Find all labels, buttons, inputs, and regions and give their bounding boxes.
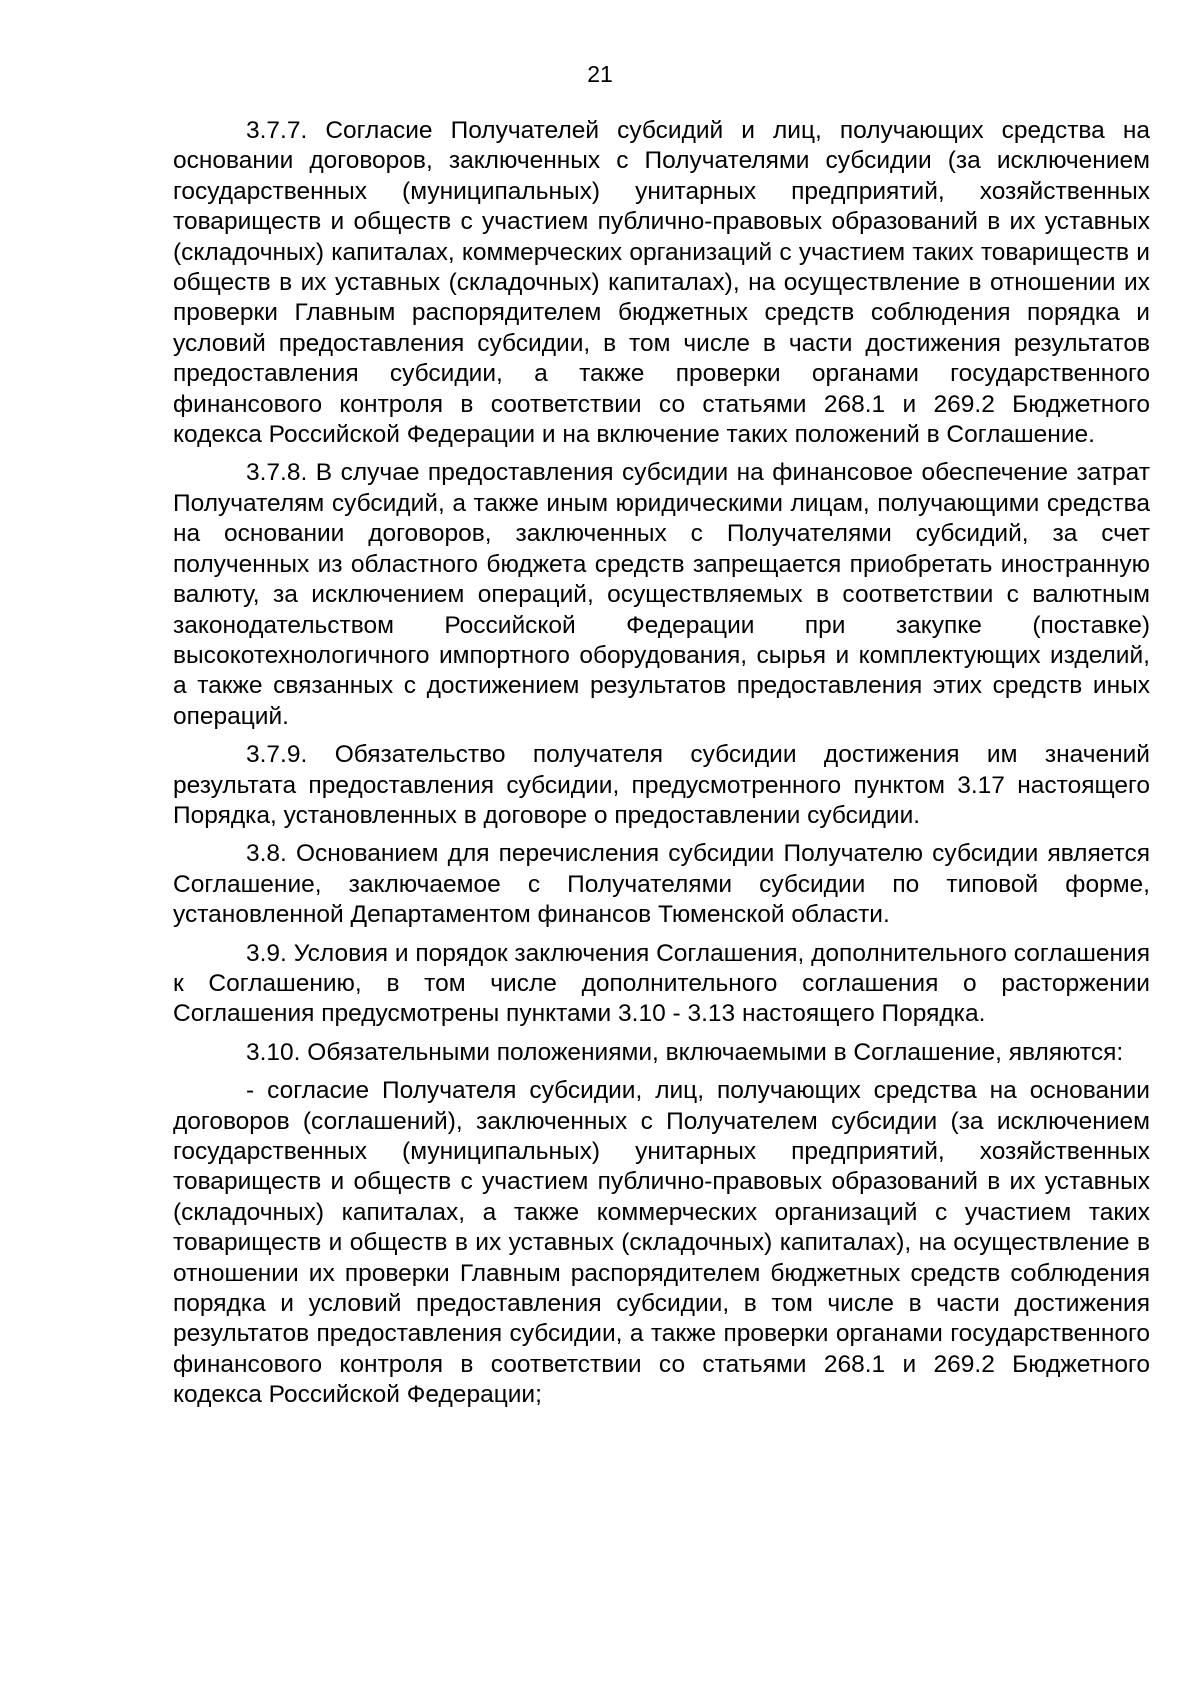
paragraph-3-7-9: 3.7.9. Обязательство получателя субсидии достижения им значений результата предоставления субсидии, предусмотренного пунктом 3.17 настоящего Порядка, установленных в договоре о предоставлении субсидии.	[173, 741, 1150, 829]
document-body	[173, 116, 1150, 1419]
paragraph-3-10: 3.10. Обязательными положениями, включаемыми в Соглашение, являются:	[246, 1038, 1124, 1066]
paragraph-3-8: 3.8. Основанием для перечисления субсидии Получателю субсидии является Соглашение, заключаемое с Получателями субсидии по типовой форме, установленной Департаментом финансов Тюменской области.	[173, 840, 1150, 929]
paragraph-consent-item: - согласие Получателя субсидии, лиц, получающих средства на основании договоров (соглашений), заключенных с Получателем субсидии (за исключением государственных (муниципальных) унитарных предприятий, хозяйственных товариществ и обществ с участием публично-правовых образований в их уставных (складочных) капиталах, а также коммерческих организаций с участием таких товариществ и обществ в их уставных (складочных) капиталах), на осуществление в отношении их проверки Главным распорядителем бюджетных средств соблюдения порядка и условий предоставления субсидии, в том числе в части достижения результатов предоставления субсидии, а также проверки органами государственного финансового контроля в соответствии со статьями 268.1 и 269.2 Бюджетного кодекса Российской Федерации;	[173, 1077, 1150, 1409]
paragraph-3-7-7: 3.7.7. Согласие Получателей субсидий и лиц, получающих средства на основании договоров, заключенных с Получателями субсидии (за исключением государственных (муниципальных) унитарных предприятий, хозяйственных товариществ и обществ с участием публично-правовых образований в их уставных (складочных) капиталах, коммерческих организаций с участием таких товариществ и обществ в их уставных (складочных) капиталах), на осуществление в отношении их проверки Главным распорядителем бюджетных средств соблюдения порядка и условий предоставления субсидии, в том числе в части достижения результатов предоставления субсидии, а также проверки органами государственного финансового контроля в соответствии со статьями 268.1 и 269.2 Бюджетного кодекса Российской Федерации и на включение таких положений в Соглашение.	[173, 117, 1150, 449]
paragraph-3-9: 3.9. Условия и порядок заключения Соглашения, дополнительного соглашения к Соглашению, в том числе дополнительного соглашения о расторжении Соглашения предусмотрены пунктами 3.10 - 3.13 настоящего Порядка.	[173, 939, 1150, 1028]
paragraph-3-7-8: 3.7.8. В случае предоставления субсидии на финансовое обеспечение затрат Получателям субсидий, а также иным юридическими лицам, получающими средства на основании договоров, заключенных с Получателями субсидий, за счет полученных из областного бюджета средств запрещается приобретать иностранную валюту, за исключением операций, осуществляемых в соответствии с валютным законодательством Российской Федерации при закупке (поставке) высокотехнологичного импортного оборудования, сырья и комплектующих изделий, а также связанных с достижением результатов предоставления этих средств иных операций.	[173, 459, 1150, 730]
page-number: 21	[587, 61, 613, 87]
